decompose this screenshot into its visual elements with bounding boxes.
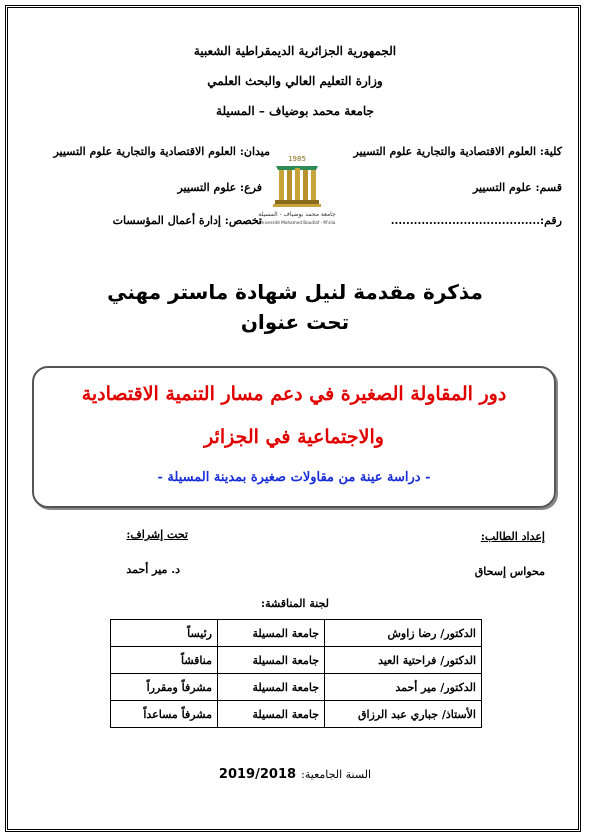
academic-year-value: 2019/2018 — [218, 767, 297, 782]
number-label: رقم:....................................... — [390, 214, 562, 227]
member-institution: جامعة المسيلة — [218, 620, 325, 647]
committee-label: لجنة المناقشة: — [261, 597, 329, 610]
member-name: الدكتور/ رضا زاوش — [325, 620, 482, 647]
member-name: الأستاذ/ جباري عبد الرزاق — [325, 701, 482, 728]
member-name: الدكتور/ فراحتية العيد — [325, 647, 482, 674]
memo-title: مذكرة مقدمة لنيل شهادة ماستر مهني — [107, 280, 483, 304]
table-row — [111, 647, 482, 674]
member-role: مناقشاً — [111, 647, 218, 674]
specialty-label: تخصص: إدارة أعمال المؤسسات — [112, 214, 262, 227]
thesis-subtitle: - دراسة عينة من مقاولات صغيرة بمدينة المسيلة - — [157, 470, 431, 485]
supervisor-label: تحت إشراف: — [126, 528, 188, 541]
table-row — [111, 701, 482, 728]
republic-header: الجمهورية الجزائرية الديمقراطية الشعبية — [193, 44, 397, 58]
member-role: مشرفاً مساعداً — [111, 701, 218, 728]
supervisor-name: د. مير أحمد — [126, 563, 180, 576]
member-institution: جامعة المسيلة — [218, 647, 325, 674]
logo-name-ar: جامعة محمد بوضياف - المسيلة — [258, 211, 336, 218]
table-row — [111, 620, 482, 647]
member-institution: جامعة المسيلة — [218, 701, 325, 728]
student-label: إعداد الطالب: — [480, 530, 545, 543]
committee-table — [110, 619, 482, 728]
department-label: قسم: علوم التسيير — [472, 181, 562, 194]
thesis-title-line1: دور المقاولة الصغيرة في دعم مسار التنمية الاقتصادية — [81, 383, 507, 405]
student-name: محواس إسحاق — [474, 565, 545, 578]
faculty-label: كلية: العلوم الاقتصادية والتجارية علوم التسيير — [353, 145, 562, 158]
branch-label: فرع: علوم التسيير — [177, 181, 262, 194]
member-role: مشرفاً ومقرراً — [111, 674, 218, 701]
field-label: ميدان: العلوم الاقتصادية والتجارية علوم التسيير — [53, 145, 270, 158]
university-logo — [248, 148, 346, 228]
academic-year — [0, 763, 590, 782]
member-name: الدكتور/ مير أحمد — [325, 674, 482, 701]
thesis-title-line2: والاجتماعية في الجزائر — [204, 426, 384, 448]
table-row — [111, 674, 482, 701]
logo-name-fr: Université Mohamed Boudiaf - M'sila — [258, 220, 336, 225]
ministry-header: وزارة التعليم العالي والبحث العلمي — [207, 74, 383, 88]
under-title: تحت عنوان — [240, 310, 350, 334]
member-institution: جامعة المسيلة — [218, 674, 325, 701]
university-header: جامعة محمد بوضياف – المسيلة — [216, 104, 374, 118]
member-role: رئيساً — [111, 620, 218, 647]
academic-year-label: السنة الجامعية: — [301, 768, 372, 781]
logo-year: 1985 — [288, 155, 306, 163]
